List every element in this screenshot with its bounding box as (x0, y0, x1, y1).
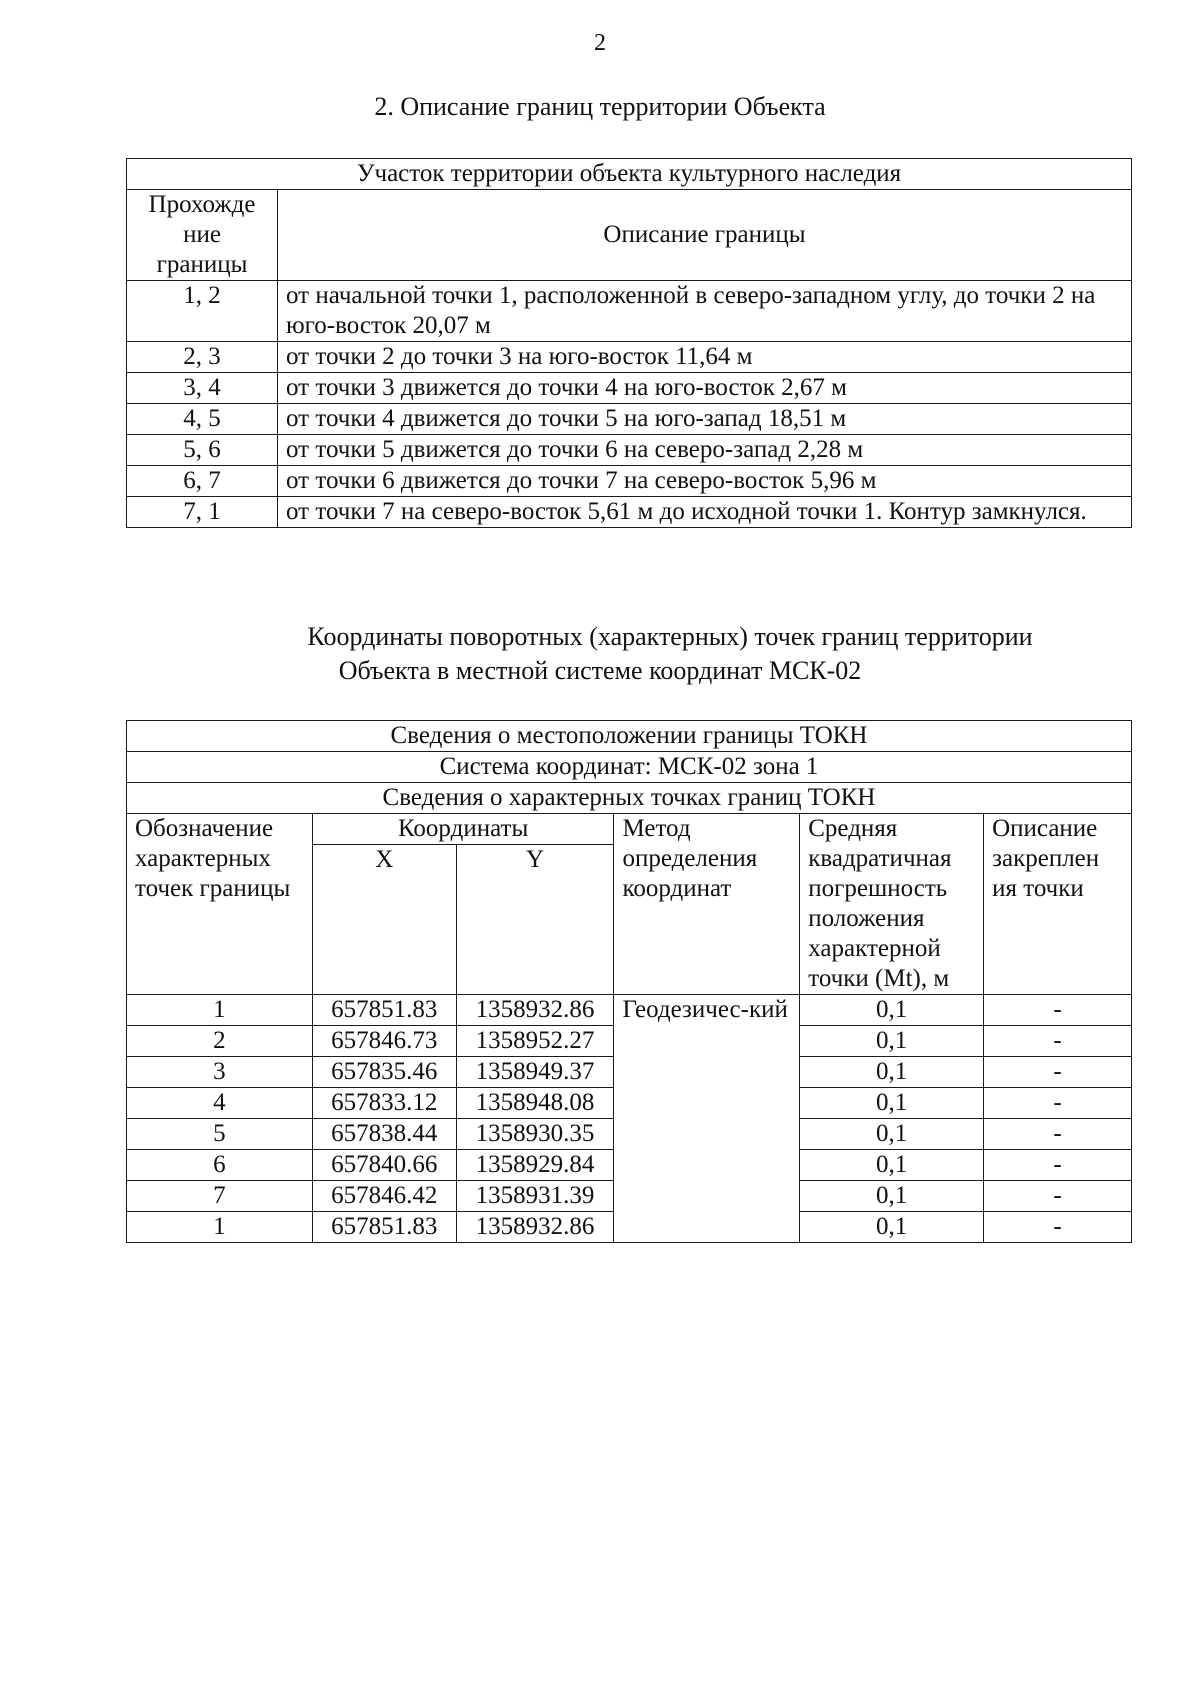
coords-caption-line1: Координаты поворотных (характерных) точек границ территории (307, 622, 1033, 651)
page-number: 2 (594, 30, 606, 56)
coords-row-fixing: - (984, 1150, 1132, 1181)
boundary-row (127, 497, 1132, 528)
col-method-header: Метод определения координат (614, 814, 800, 995)
coords-method-value: Геодезичес-кий (614, 995, 800, 1243)
coords-row-point: 1 (127, 1212, 313, 1243)
col-designation-header: Обозначение характерных точек границы (127, 814, 313, 995)
coords-row-x: 657851.83 (312, 1212, 456, 1243)
boundary-row (127, 435, 1132, 466)
coords-row-x: 657840.66 (312, 1150, 456, 1181)
coords-row-error: 0,1 (800, 1150, 984, 1181)
section-title: 2. Описание границ территории Объекта (374, 92, 826, 121)
col-x-header: X (312, 845, 456, 995)
coords-column-header-row (127, 814, 1132, 845)
coords-caption-line2: Объекта в местной системе координат МСК-02 (338, 656, 862, 685)
col-passage-header (127, 190, 278, 281)
boundary-row (127, 404, 1132, 435)
coords-rows (127, 995, 1132, 1243)
coords-row-x: 657835.46 (312, 1057, 456, 1088)
coords-row-x: 657833.12 (312, 1088, 456, 1119)
col-passage-header-line: границы (156, 251, 248, 278)
coords-row-x: 657838.44 (312, 1119, 456, 1150)
boundary-row-description: от точки 7 на северо-восток 5,61 м до исходной точки 1. Контур замкнулся. (278, 497, 1132, 528)
coords-row-error: 0,1 (800, 1181, 984, 1212)
coords-row-fixing: - (984, 1119, 1132, 1150)
boundary-row (127, 281, 1132, 342)
boundary-row (127, 466, 1132, 497)
boundary-row-points: 6, 7 (127, 466, 278, 497)
coords-row-point: 4 (127, 1088, 313, 1119)
boundary-row-points: 3, 4 (127, 373, 278, 404)
coords-row-x: 657846.42 (312, 1181, 456, 1212)
col-passage-header-line: ние (183, 221, 221, 248)
coords-header-location: Сведения о местоположении границы ТОКН (127, 721, 1132, 752)
boundary-table-title-row (127, 159, 1132, 190)
coords-row-x: 657851.83 (312, 995, 456, 1026)
boundary-row-description: от начальной точки 1, расположенной в северо-западном углу, до точки 2 на юго-восток 20,07 м (278, 281, 1132, 342)
coords-row-fixing: - (984, 1026, 1132, 1057)
boundary-row-description: от точки 4 движется до точки 5 на юго-запад 18,51 м (278, 404, 1132, 435)
boundary-table (126, 158, 1132, 528)
col-passage-header-line: Прохожде (148, 191, 256, 218)
col-fixing-header: Описание закреплен ия точки (984, 814, 1132, 995)
boundary-table-column-header-row (127, 190, 1132, 281)
coords-row-error: 0,1 (800, 1088, 984, 1119)
coords-row-y: 1358932.86 (456, 1212, 614, 1243)
coords-row-error: 0,1 (800, 1026, 984, 1057)
boundary-rows (127, 281, 1132, 528)
coords-row (127, 995, 1132, 1026)
col-error-header: Средняя квадратичная погрешность положения характерной точки (Mt), м (800, 814, 984, 995)
coords-header-system: Система координат: МСК-02 зона 1 (127, 752, 1132, 783)
boundary-row-points: 2, 3 (127, 342, 278, 373)
coords-row-x: 657846.73 (312, 1026, 456, 1057)
coords-row-fixing: - (984, 1057, 1132, 1088)
coords-row-error: 0,1 (800, 995, 984, 1026)
coords-table (126, 720, 1132, 1243)
coords-row-point: 5 (127, 1119, 313, 1150)
boundary-row-points: 1, 2 (127, 281, 278, 342)
col-description-header: Описание границы (278, 190, 1132, 281)
boundary-row (127, 342, 1132, 373)
coords-header-row-2 (127, 752, 1132, 783)
coords-row-fixing: - (984, 1181, 1132, 1212)
coords-row-y: 1358929.84 (456, 1150, 614, 1181)
boundary-row-points: 7, 1 (127, 497, 278, 528)
boundary-row (127, 373, 1132, 404)
col-y-header: Y (456, 845, 614, 995)
boundary-row-description: от точки 3 движется до точки 4 на юго-восток 2,67 м (278, 373, 1132, 404)
coords-row-error: 0,1 (800, 1119, 984, 1150)
coords-header-row-3 (127, 783, 1132, 814)
boundary-row-description: от точки 5 движется до точки 6 на северо-запад 2,28 м (278, 435, 1132, 466)
boundary-row-description: от точки 6 движется до точки 7 на северо-восток 5,96 м (278, 466, 1132, 497)
coords-row-fixing: - (984, 1212, 1132, 1243)
coords-row-y: 1358932.86 (456, 995, 614, 1026)
coords-row-point: 2 (127, 1026, 313, 1057)
coords-row-fixing: - (984, 1088, 1132, 1119)
col-coordinates-header: Координаты (312, 814, 614, 845)
coords-row-fixing: - (984, 995, 1132, 1026)
coords-header-points: Сведения о характерных точках границ ТОКН (127, 783, 1132, 814)
coords-row-y: 1358931.39 (456, 1181, 614, 1212)
coords-row-point: 7 (127, 1181, 313, 1212)
coords-row-error: 0,1 (800, 1212, 984, 1243)
coords-row-error: 0,1 (800, 1057, 984, 1088)
boundary-row-points: 4, 5 (127, 404, 278, 435)
coords-row-point: 1 (127, 995, 313, 1026)
coords-row-point: 6 (127, 1150, 313, 1181)
coords-row-y: 1358930.35 (456, 1119, 614, 1150)
coords-row-y: 1358952.27 (456, 1026, 614, 1057)
boundary-row-description: от точки 2 до точки 3 на юго-восток 11,64 м (278, 342, 1132, 373)
boundary-table-title: Участок территории объекта культурного наследия (127, 159, 1132, 190)
boundary-row-points: 5, 6 (127, 435, 278, 466)
coords-header-row-1 (127, 721, 1132, 752)
coords-row-y: 1358948.08 (456, 1088, 614, 1119)
coords-row-point: 3 (127, 1057, 313, 1088)
coords-row-y: 1358949.37 (456, 1057, 614, 1088)
